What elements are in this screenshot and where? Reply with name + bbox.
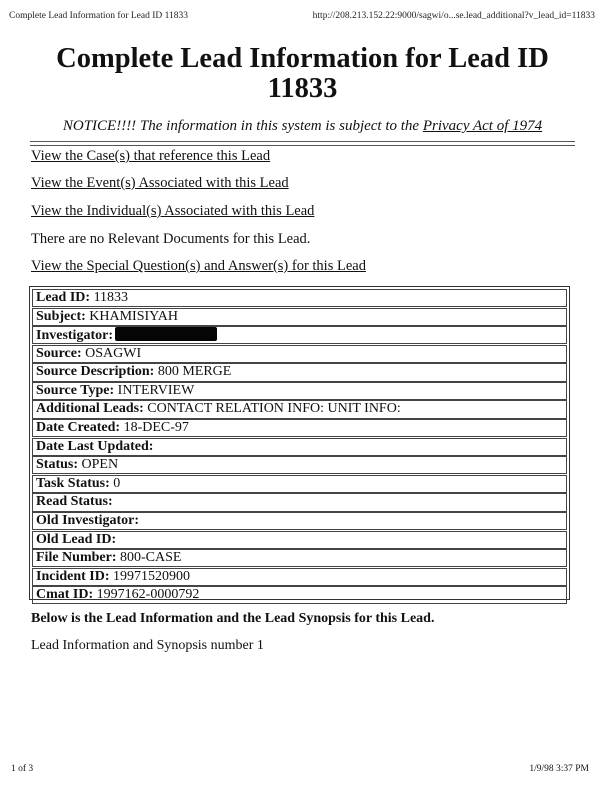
field-label: Incident ID: [36, 568, 110, 584]
field-value: 800-CASE [119, 550, 182, 566]
cases-link[interactable]: View the Case(s) that reference this Lead [31, 148, 271, 164]
field-label: Read Status: [36, 494, 113, 510]
print-timestamp: 1/9/98 3:37 PM [529, 764, 589, 774]
field-row-source [32, 345, 567, 363]
field-label: Old Investigator: [36, 512, 140, 528]
field-value: OSAGWI [85, 345, 142, 361]
field-value: 11833 [93, 290, 129, 305]
field-label: Date Last Updated: [36, 438, 154, 454]
field-value: KHAMISIYAH [89, 308, 178, 324]
privacy-notice [30, 118, 575, 135]
field-label: Source Description: [36, 364, 155, 380]
field-label: Source Type: [36, 382, 115, 398]
divider [30, 145, 575, 146]
print-header-title: Complete Lead Information for Lead ID 11833 [9, 11, 189, 21]
field-row-cmat-id [32, 586, 567, 604]
field-row-lead-id [32, 289, 567, 307]
field-label: Old Lead ID: [36, 531, 117, 547]
page-count: 1 of 3 [11, 764, 34, 774]
field-row-date-last-updated [32, 438, 567, 456]
field-label: File Number: [36, 550, 117, 566]
section-heading: Below is the Lead Information and the Lead Synopsis for this Lead. [31, 611, 435, 626]
field-row-read-status [32, 493, 567, 511]
field-row-old-investigator [32, 512, 567, 530]
field-label: Cmat ID: [36, 587, 94, 603]
field-value: 1997162-0000792 [96, 587, 200, 603]
individuals-link[interactable]: View the Individual(s) Associated with this Lead [31, 203, 315, 219]
field-row-file-number [32, 549, 567, 567]
notice-text: NOTICE!!!! The information in this system is subject to the [62, 118, 420, 134]
field-row-investigator [32, 326, 567, 344]
field-value: 18-DEC-97 [123, 420, 189, 436]
field-value: OPEN [81, 457, 119, 473]
events-link[interactable]: View the Event(s) Associated with this Lead [31, 175, 289, 191]
print-header-url: http://208.213.152.22:9000/sagwi/o...se.lead_additional?v_lead_id=11833 [312, 11, 595, 21]
privacy-act-link[interactable]: Privacy Act of 1974 [422, 118, 543, 134]
field-row-incident-id [32, 568, 567, 586]
page-title: Complete Lead Information for Lead ID 11833 [56, 43, 549, 104]
field-label: Task Status: [36, 475, 110, 491]
special-qa-link[interactable]: View the Special Question(s) and Answer(s) for this Lead [31, 258, 366, 274]
field-value: 800 MERGE [157, 364, 232, 380]
field-row-date-created [32, 419, 567, 437]
field-label: Date Created: [36, 420, 121, 436]
redaction-block [115, 327, 217, 341]
field-label: Status: [36, 457, 79, 473]
field-label: Subject: [36, 308, 86, 324]
divider [30, 141, 575, 142]
field-row-status [32, 456, 567, 474]
field-label: Additional Leads: [36, 401, 144, 417]
field-row-source-description [32, 363, 567, 381]
field-value: 0 [113, 475, 121, 491]
field-value: CONTACT RELATION INFO: UNIT INFO: [147, 401, 401, 417]
field-label: Source: [36, 345, 82, 361]
field-row-additional-leads [32, 400, 567, 418]
field-value: INTERVIEW [117, 382, 195, 398]
field-label: Investigator: [36, 328, 113, 344]
field-value: 19971520900 [113, 568, 191, 584]
synopsis-label: Lead Information and Synopsis number 1 [31, 638, 264, 653]
field-row-source-type [32, 382, 567, 400]
field-label: Lead ID: [36, 290, 91, 305]
no-documents-text: There are no Relevant Documents for this Lead. [31, 231, 311, 247]
lead-details-table [29, 286, 570, 603]
field-row-subject [32, 308, 567, 326]
field-row-old-lead-id [32, 531, 567, 549]
field-row-task-status [32, 475, 567, 493]
